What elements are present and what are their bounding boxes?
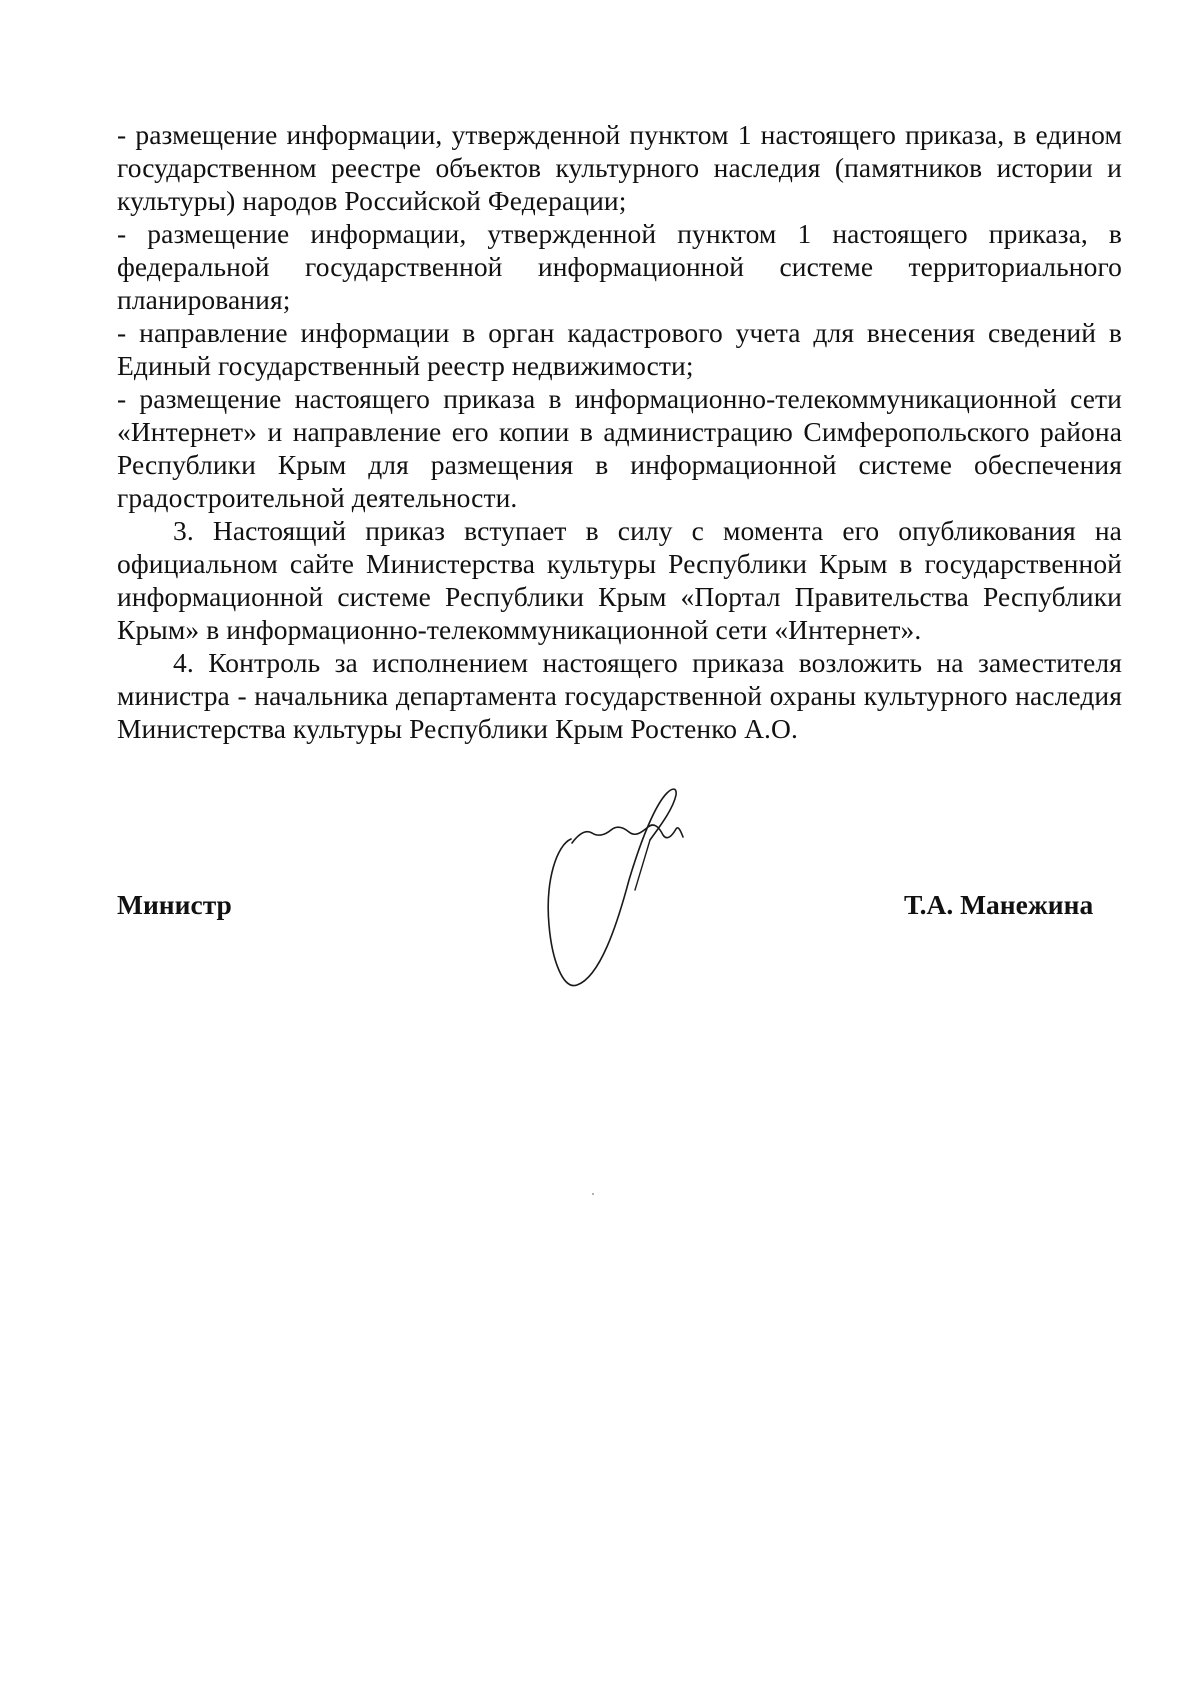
paragraph-bullet-internet: - размещение настоящего приказа в информационно-телекоммуникационной сети «Интернет» и направление его копии в администрацию Симферопольского района Республики Крым для размещения в информационной системе обеспечения градостроительной деятельности.: [117, 383, 1122, 513]
paragraph-item-3: 3. Настоящий приказ вступает в силу с момента его опубликования на официальном сайте Министерства культуры Республики Крым в государственной информационной системе Республики Крым «Портал Правительства Республики Крым» в информационно-телекоммуникационной сети «Интернет».: [117, 515, 1122, 645]
paragraph-item-4: 4. Контроль за исполнением настоящего приказа возложить на заместителя министра - начальника департамента государственной охраны культурного наследия Министерства культуры Республики Крым Ростенко А.О.: [117, 647, 1122, 744]
signatory-title: Министр: [117, 889, 232, 920]
signatory-name: Т.А. Манежина: [904, 889, 1094, 920]
paragraph-bullet-cadastral: - направление информации в орган кадастрового учета для внесения сведений в Единый государственный реестр недвижимости;: [117, 317, 1122, 381]
document-body: [117, 118, 1122, 745]
scan-speck: [592, 1193, 594, 1195]
paragraph-bullet-planning-system: - размещение информации, утвержденной пунктом 1 настоящего приказа, в федеральной государственной информационной системе территориального планирования;: [117, 218, 1122, 315]
paragraph-bullet-registry: - размещение информации, утвержденной пунктом 1 настоящего приказа, в едином государственном реестре объектов культурного наследия (памятников истории и культуры) народов Российской Федерации;: [117, 119, 1122, 216]
handwritten-signature: [545, 785, 745, 1055]
